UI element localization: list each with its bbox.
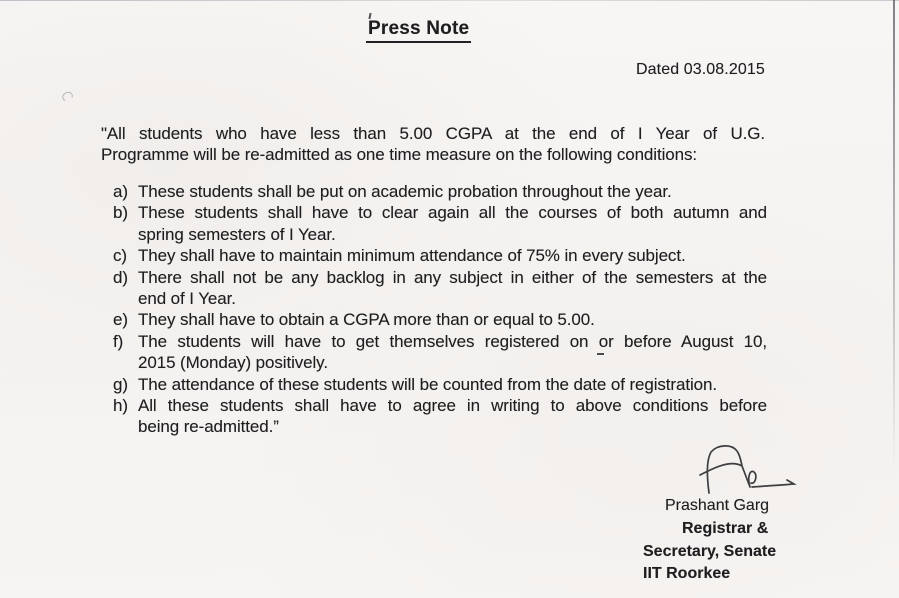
condition-text [138,267,767,310]
scan-edge-line [893,0,895,470]
condition-item [113,309,767,330]
condition-item [113,267,767,310]
condition-item [113,331,767,374]
condition-item [113,245,767,266]
condition-text [138,181,767,202]
condition-line: The students will have to get themselves registered on or before August 10, [138,331,767,351]
condition-label: b) [113,203,128,223]
date-line: Dated 03.08.2015 [636,61,765,78]
page-title: Press Note [366,18,471,43]
condition-line: There shall not be any backlog in any subject in either of the semesters at the [138,267,767,287]
intro-line: "All students who have less than 5.00 CGPA at the end of I Year of U.G. [101,124,765,143]
intro-line: Programme will be re-admitted as one time measure on the following conditions: [101,145,697,165]
intro-paragraph [101,123,765,166]
condition-text [138,245,767,266]
condition-text [138,331,767,374]
condition-line: They shall have to maintain minimum attendance of 75% in every subject. [138,246,686,266]
condition-item [113,395,767,438]
signatory-institute: IIT Roorkee [643,565,731,582]
condition-text [138,395,767,438]
signatory-role-secretary: Secretary, Senate [643,543,777,560]
condition-label: d) [113,267,128,287]
condition-line: These students shall have to clear again all the courses of both autumn and [138,203,767,223]
condition-line: spring semesters of I Year. [138,224,336,244]
condition-line: They shall have to obtain a CGPA more than or equal to 5.00. [138,310,595,330]
condition-item [113,181,767,202]
handwritten-signature [692,441,800,503]
condition-label: h) [113,396,128,416]
condition-line: All these students shall have to agree in writing to above conditions before [138,396,767,416]
condition-text [138,202,767,245]
condition-label: f) [113,331,124,351]
condition-text [138,374,767,395]
condition-line: The attendance of these students will be counted from the date of registration. [138,374,717,394]
scan-smudge-mark [61,90,75,103]
condition-label: a) [113,182,128,201]
conditions-list [113,181,767,438]
condition-item [113,374,767,395]
condition-item [113,202,767,245]
condition-text [138,309,767,330]
scan-fold-line [0,0,899,1]
condition-line: end of I Year. [138,289,236,309]
condition-label: c) [113,246,127,266]
signatory-name: Prashant Garg [665,497,770,514]
condition-line: 2015 (Monday) positively. [138,353,328,373]
condition-label: g) [113,374,128,394]
condition-line: These students shall be put on academic probation throughout the year. [138,182,672,201]
condition-line: being re-admitted.” [138,417,279,437]
condition-label: e) [113,310,128,330]
signatory-role-registrar: Registrar & [682,520,769,537]
